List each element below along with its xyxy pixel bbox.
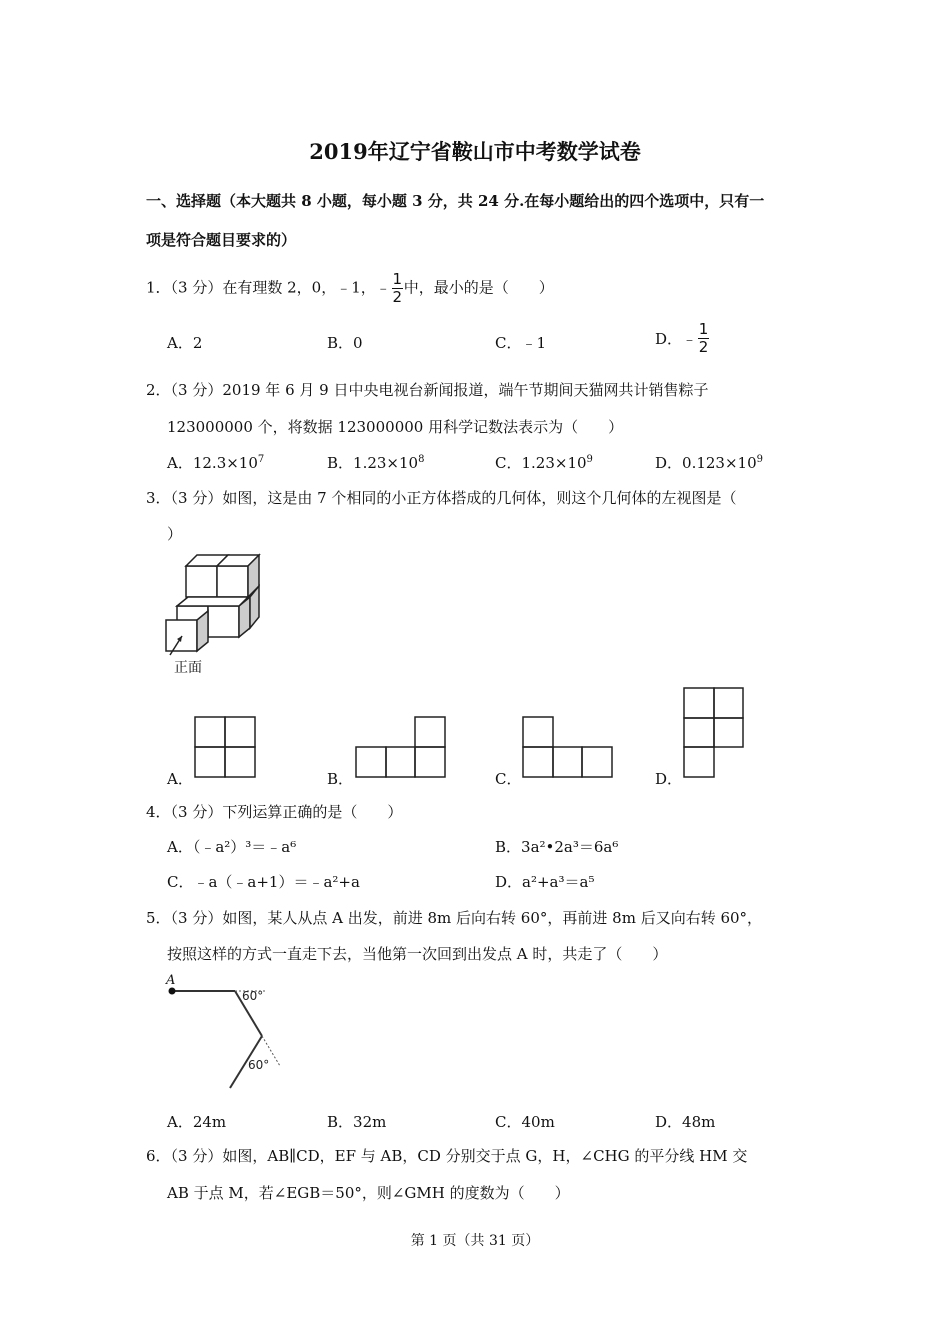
question-1-stem-end: 中，最小的是（ ） xyxy=(403,278,554,297)
question-5-line1: 5．（3 分）如图，某人从点 A 出发，前进 8m 后向右转 60°，再前进 8m 后又向右转 60°， xyxy=(146,909,763,927)
q5-option-a: A．24m xyxy=(167,1113,227,1131)
section-heading: 一、选择题（本大题共 8 小题，每小题 3 分，共 24 分.在每小题给出的四个选项中，只有一 xyxy=(146,192,765,210)
q2-option-c: C．$1.23\times 10^9$ xyxy=(495,454,593,472)
q1-option-d: D．﹣ $\frac{1}{2}$ xyxy=(655,320,709,356)
front-label: 正面 xyxy=(174,660,202,676)
point-a-label: A xyxy=(166,973,176,988)
q2-option-a: A．$12.3\times 10^7$ xyxy=(167,454,265,472)
q4-option-c: C．﹣a（﹣a+1）＝﹣a²+a xyxy=(167,873,360,891)
q2-option-d: D．$0.123\times 10^9$ xyxy=(655,454,763,472)
q5-option-b: B．32m xyxy=(327,1113,387,1131)
q3-option-a-figure xyxy=(194,716,256,778)
q1-option-b: B．0 xyxy=(327,334,363,352)
angle-label-2: 60° xyxy=(248,1058,270,1072)
cube-stack-figure xyxy=(160,550,280,680)
question-4-stem: 4．（3 分）下列运算正确的是（ ） xyxy=(146,803,403,821)
fraction: $\frac{1}{2}$ xyxy=(392,270,403,306)
question-1 xyxy=(146,272,554,305)
q5-option-d: D．48m xyxy=(655,1113,716,1131)
q3-option-d: D． xyxy=(655,770,683,788)
q4-option-b: B．3a²•2a³＝6a⁶ xyxy=(495,838,619,856)
q3-option-c-figure xyxy=(522,716,614,778)
question-2-line2: 123000000 个，将数据 123000000 用科学记数法表示为（ ） xyxy=(167,418,624,436)
question-6-line2: AB 于点 M，若∠EGB＝50°，则∠GMH 的度数为（ ） xyxy=(167,1184,570,1202)
q1-option-c: C．﹣1 xyxy=(495,334,547,352)
walking-path-figure xyxy=(160,970,300,1095)
q1-option-a: A．2 xyxy=(167,334,203,352)
q3-option-c: C． xyxy=(495,770,522,788)
question-5-line2: 按照这样的方式一直走下去，当他第一次回到出发点 A 时，共走了（ ） xyxy=(167,945,668,963)
section-heading-cont: 项是符合题目要求的） xyxy=(146,231,297,249)
q5-option-c: C．40m xyxy=(495,1113,555,1131)
question-6-line1: 6．（3 分）如图，AB∥CD，EF 与 AB，CD 分别交于点 G，H，∠CHG 的平分线 HM 交 xyxy=(146,1147,748,1165)
question-3-line1: 3．（3 分）如图，这是由 7 个相同的小正方体搭成的几何体，则这个几何体的左视图是（ xyxy=(146,489,737,507)
q4-option-a: A．（﹣a²）³＝﹣a⁶ xyxy=(167,838,297,856)
q2-option-b: B．$1.23\times 10^8$ xyxy=(327,454,425,472)
angle-label-1: 60° xyxy=(242,989,264,1003)
q3-option-b-figure xyxy=(355,716,447,778)
question-1-stem: 1．（3 分）在有理数 2，0，﹣1，﹣ xyxy=(146,278,391,297)
q3-option-a: A． xyxy=(167,770,193,788)
q3-option-d-figure xyxy=(683,687,745,779)
q3-option-b: B． xyxy=(327,770,354,788)
question-3-line2: ） xyxy=(167,525,183,543)
page-title: 2019年辽宁省鞍山市中考数学试卷 xyxy=(309,139,641,164)
q4-option-d: D．a²+a³＝a⁵ xyxy=(495,873,595,891)
page-footer: 第 1 页（共 31 页） xyxy=(410,1233,540,1249)
question-2-line1: 2．（3 分）2019 年 6 月 9 日中央电视台新闻报道，端午节期间天猫网共计销售粽子 xyxy=(146,381,709,399)
